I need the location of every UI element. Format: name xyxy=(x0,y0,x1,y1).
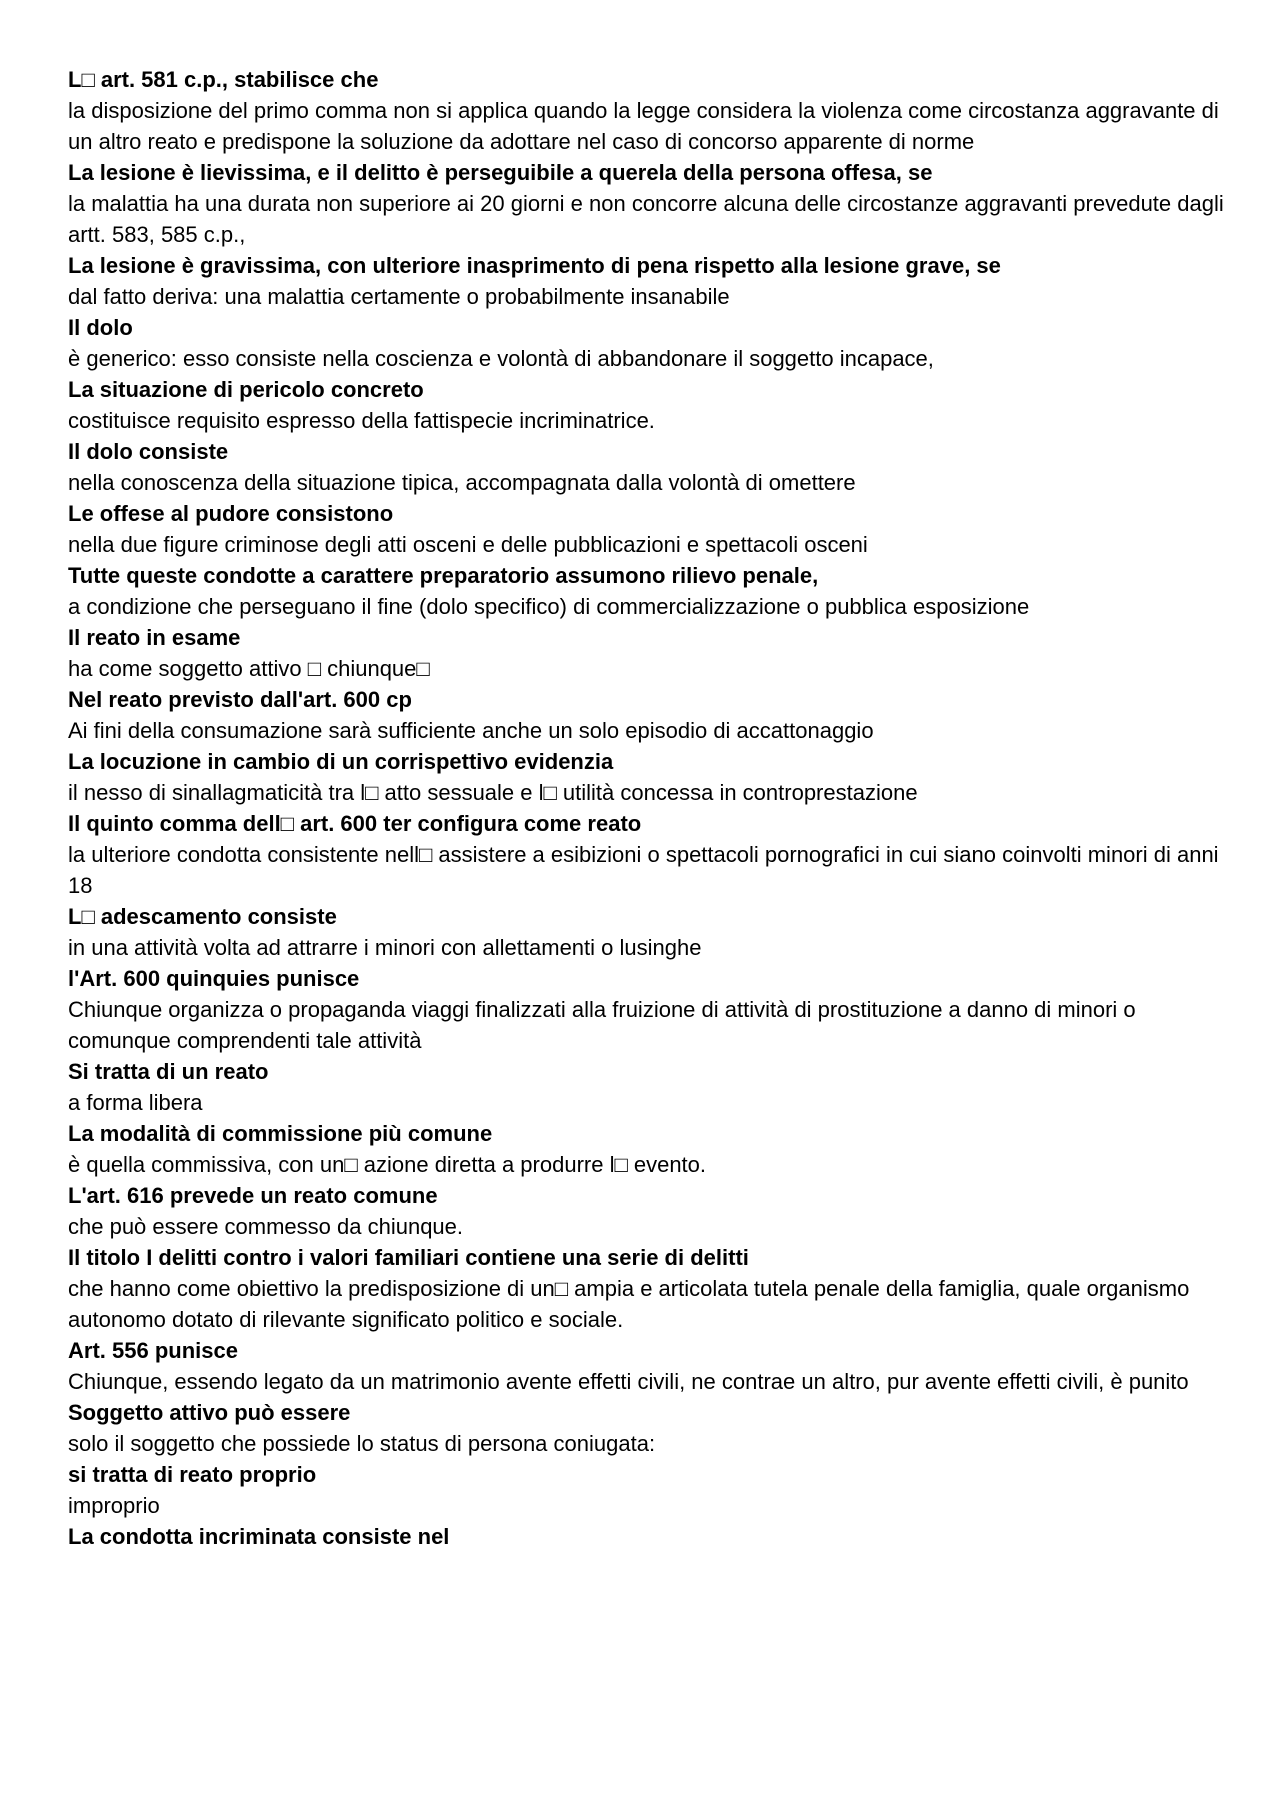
question-text: Le offese al pudore consistono xyxy=(68,501,394,526)
question-text: Tutte queste condotte a carattere preparatorio assumono rilievo penale, xyxy=(68,563,819,588)
answer-text: la disposizione del primo comma non si applica quando la legge considera la violenza come circostanza aggravante di un altro reato e predispone la soluzione da adottare nel caso di concorso apparente di norme xyxy=(68,98,1225,154)
answer-text: a forma libera xyxy=(68,1090,203,1115)
answer-text: costituisce requisito espresso della fattispecie incriminatrice. xyxy=(68,408,655,433)
question-text: Il dolo consiste xyxy=(68,439,229,464)
question-text: La locuzione in cambio di un corrispettivo evidenzia xyxy=(68,749,614,774)
answer-text: la malattia ha una durata non superiore ai 20 giorni e non concorre alcuna delle circostanze aggravanti prevedute dagli artt. 583, 585 c.p., xyxy=(68,191,1230,247)
question-text: La modalità di commissione più comune xyxy=(68,1121,493,1146)
question-text: La lesione è lievissima, e il delitto è perseguibile a querela della persona offesa, se xyxy=(68,160,933,185)
answer-text: ha come soggetto attivo □ chiunque□ xyxy=(68,656,430,681)
answer-text: nella due figure criminose degli atti osceni e delle pubblicazioni e spettacoli osceni xyxy=(68,532,868,557)
answer-text: la ulteriore condotta consistente nell□ assistere a esibizioni o spettacoli pornografici in cui siano coinvolti minori di anni 18 xyxy=(68,842,1225,898)
question-text: Si tratta di un reato xyxy=(68,1059,269,1084)
question-text: La situazione di pericolo concreto xyxy=(68,377,424,402)
question-text: si tratta di reato proprio xyxy=(68,1462,317,1487)
answer-text: dal fatto deriva: una malattia certamente o probabilmente insanabile xyxy=(68,284,730,309)
answer-text: che hanno come obiettivo la predisposizione di un□ ampia e articolata tutela penale della famiglia, quale organismo autonomo dotato di rilevante significato politico e sociale. xyxy=(68,1276,1196,1332)
question-text: Il reato in esame xyxy=(68,625,241,650)
question-text: L□ art. 581 c.p., stabilisce che xyxy=(68,67,379,92)
question-text: Nel reato previsto dall'art. 600 cp xyxy=(68,687,412,712)
question-text: Il dolo xyxy=(68,315,133,340)
answer-text: a condizione che perseguano il fine (dolo specifico) di commercializzazione o pubblica esposizione xyxy=(68,594,1030,619)
question-text: Art. 556 punisce xyxy=(68,1338,238,1363)
question-text: L'art. 616 prevede un reato comune xyxy=(68,1183,438,1208)
question-text: l'Art. 600 quinquies punisce xyxy=(68,966,360,991)
answer-text: che può essere commesso da chiunque. xyxy=(68,1214,464,1239)
question-text: La lesione è gravissima, con ulteriore inasprimento di pena rispetto alla lesione grave, se xyxy=(68,253,1001,278)
answer-text: è quella commissiva, con un□ azione diretta a produrre l□ evento. xyxy=(68,1152,707,1177)
question-text: Soggetto attivo può essere xyxy=(68,1400,351,1425)
question-text: La condotta incriminata consiste nel xyxy=(68,1524,450,1549)
question-text: Il quinto comma dell□ art. 600 ter configura come reato xyxy=(68,811,642,836)
answer-text: il nesso di sinallagmaticità tra l□ atto sessuale e l□ utilità concessa in controprestazione xyxy=(68,780,918,805)
document-page xyxy=(68,64,1228,1552)
answer-text: nella conoscenza della situazione tipica, accompagnata dalla volontà di omettere xyxy=(68,470,856,495)
question-text: Il titolo I delitti contro i valori familiari contiene una serie di delitti xyxy=(68,1245,749,1270)
answer-text: in una attività volta ad attrarre i minori con allettamenti o lusinghe xyxy=(68,935,702,960)
answer-text: Chiunque, essendo legato da un matrimonio avente effetti civili, ne contrae un altro, pur avente effetti civili, è punito xyxy=(68,1369,1189,1394)
answer-text: improprio xyxy=(68,1493,160,1518)
question-text: L□ adescamento consiste xyxy=(68,904,337,929)
answer-text: Ai fini della consumazione sarà sufficiente anche un solo episodio di accattonaggio xyxy=(68,718,874,743)
answer-text: solo il soggetto che possiede lo status di persona coniugata: xyxy=(68,1431,656,1456)
answer-text: è generico: esso consiste nella coscienza e volontà di abbandonare il soggetto incapace, xyxy=(68,346,934,371)
answer-text: Chiunque organizza o propaganda viaggi finalizzati alla fruizione di attività di prostituzione a danno di minori o comunque comprendenti tale attività xyxy=(68,997,1142,1053)
